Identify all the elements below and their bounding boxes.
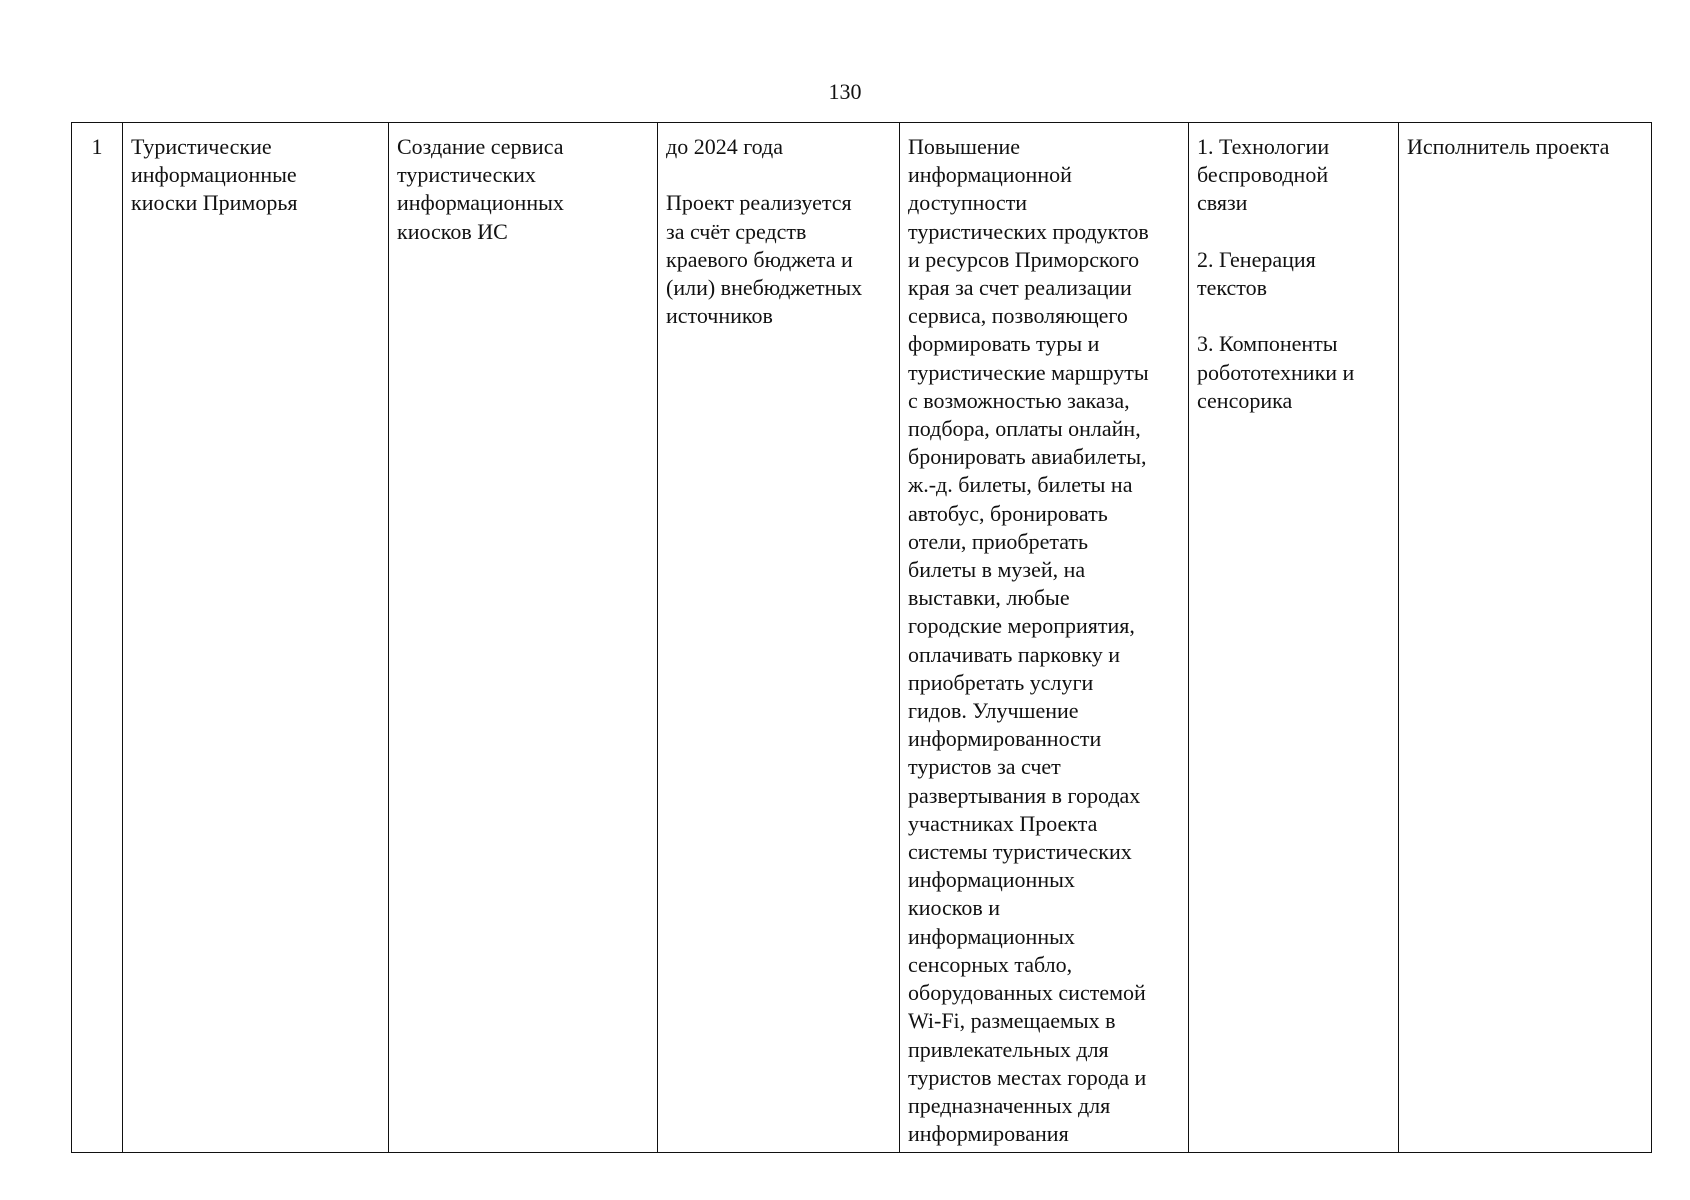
- project-name-line: Туристические: [131, 134, 272, 159]
- effect-line: сервиса, позволяющего: [908, 303, 1128, 329]
- technology-item: [1197, 330, 1391, 415]
- effect-line: туристов местах города и: [908, 1064, 1147, 1090]
- technology-item: [1197, 133, 1391, 218]
- effect-line: системы туристических: [908, 839, 1132, 865]
- funding-line: за счёт средств: [666, 218, 807, 244]
- effect-line: информирования: [908, 1121, 1069, 1147]
- technology-line: беспроводной: [1197, 162, 1329, 188]
- effect-line: городские мероприятия,: [908, 613, 1135, 639]
- effect-line: подбора, оплаты онлайн,: [908, 416, 1141, 442]
- effect-line: туристических продуктов: [908, 218, 1149, 244]
- table-row: [72, 123, 1652, 1153]
- project-name-cell: [123, 123, 389, 1153]
- effect-line: оборудованных системой: [908, 980, 1146, 1006]
- project-name-line: информационные: [131, 162, 297, 188]
- description-line: туристических: [397, 162, 536, 188]
- effect-line: Повышение: [908, 134, 1021, 159]
- effect-line: билеты в музей, на: [908, 557, 1086, 583]
- effect-line: туристические маршруты: [908, 359, 1149, 385]
- technology-line: 1. Технологии: [1197, 134, 1330, 159]
- effect-line: участниках Проекта: [908, 810, 1098, 836]
- deadline-period: до 2024 года: [666, 134, 783, 159]
- description-line: информационных: [397, 190, 564, 216]
- effect-line: развертывания в городах: [908, 782, 1141, 808]
- description-line: Создание сервиса: [397, 134, 564, 159]
- effect-line: Wi-Fi, размещаемых в: [908, 1008, 1116, 1034]
- effect-line: гидов. Улучшение: [908, 698, 1079, 724]
- effect-line: ж.-д. билеты, билеты на: [908, 472, 1133, 498]
- effect-line: оплачивать парковку и: [908, 641, 1121, 667]
- effect-line: информационной: [908, 162, 1072, 188]
- technology-line: 3. Компоненты: [1197, 331, 1338, 357]
- row-number-cell: [72, 123, 123, 1153]
- effect-line: киосков и: [908, 895, 1001, 921]
- technology-item: [1197, 246, 1391, 302]
- effect-line: доступности: [908, 190, 1028, 216]
- funding-line: Проект реализуется: [666, 190, 852, 216]
- effect-line: формировать туры и: [908, 331, 1100, 357]
- effect-line: привлекательных для: [908, 1036, 1109, 1062]
- description-cell: [389, 123, 658, 1153]
- deadline-cell: [658, 123, 900, 1153]
- funding-line: (или) внебюджетных: [666, 275, 863, 300]
- description-line: киосков ИС: [397, 218, 508, 244]
- role-text: Исполнитель проекта: [1407, 134, 1610, 159]
- technology-line: сенсорика: [1197, 387, 1293, 413]
- effect-cell: [900, 123, 1189, 1153]
- project-name-line: киоски Приморья: [131, 190, 298, 216]
- role-cell: [1399, 123, 1652, 1153]
- page-number: 130: [828, 79, 862, 104]
- technology-line: связи: [1197, 190, 1248, 216]
- effect-line: сенсорных табло,: [908, 951, 1073, 977]
- effect-line: информационных: [908, 867, 1075, 893]
- technology-line: текстов: [1197, 275, 1267, 300]
- technologies-cell: [1189, 123, 1399, 1153]
- paragraph-gap: [1197, 302, 1391, 330]
- effect-line: предназначенных для: [908, 1092, 1111, 1118]
- effect-line: информированности: [908, 726, 1102, 752]
- technology-line: 2. Генерация: [1197, 246, 1316, 272]
- effect-line: бронировать авиабилеты,: [908, 444, 1147, 470]
- project-table: [71, 122, 1652, 1153]
- effect-line: приобретать услуги: [908, 669, 1094, 695]
- effect-line: туристов за счет: [908, 754, 1061, 780]
- paragraph-gap: [1197, 218, 1391, 246]
- funding-line: источников: [666, 303, 773, 329]
- technology-line: робототехники и: [1197, 359, 1355, 385]
- funding-line: краевого бюджета и: [666, 246, 853, 272]
- effect-line: информационных: [908, 923, 1075, 949]
- effect-line: с возможностью заказа,: [908, 387, 1130, 413]
- effect-line: края за счет реализации: [908, 275, 1132, 301]
- row-number: 1: [91, 134, 103, 159]
- effect-line: автобус, бронировать: [908, 500, 1108, 526]
- effect-line: и ресурсов Приморского: [908, 246, 1140, 272]
- effect-line: выставки, любые: [908, 585, 1070, 611]
- effect-text: [908, 133, 1181, 1148]
- paragraph-gap: [666, 161, 892, 189]
- effect-line: отели, приобретать: [908, 528, 1089, 554]
